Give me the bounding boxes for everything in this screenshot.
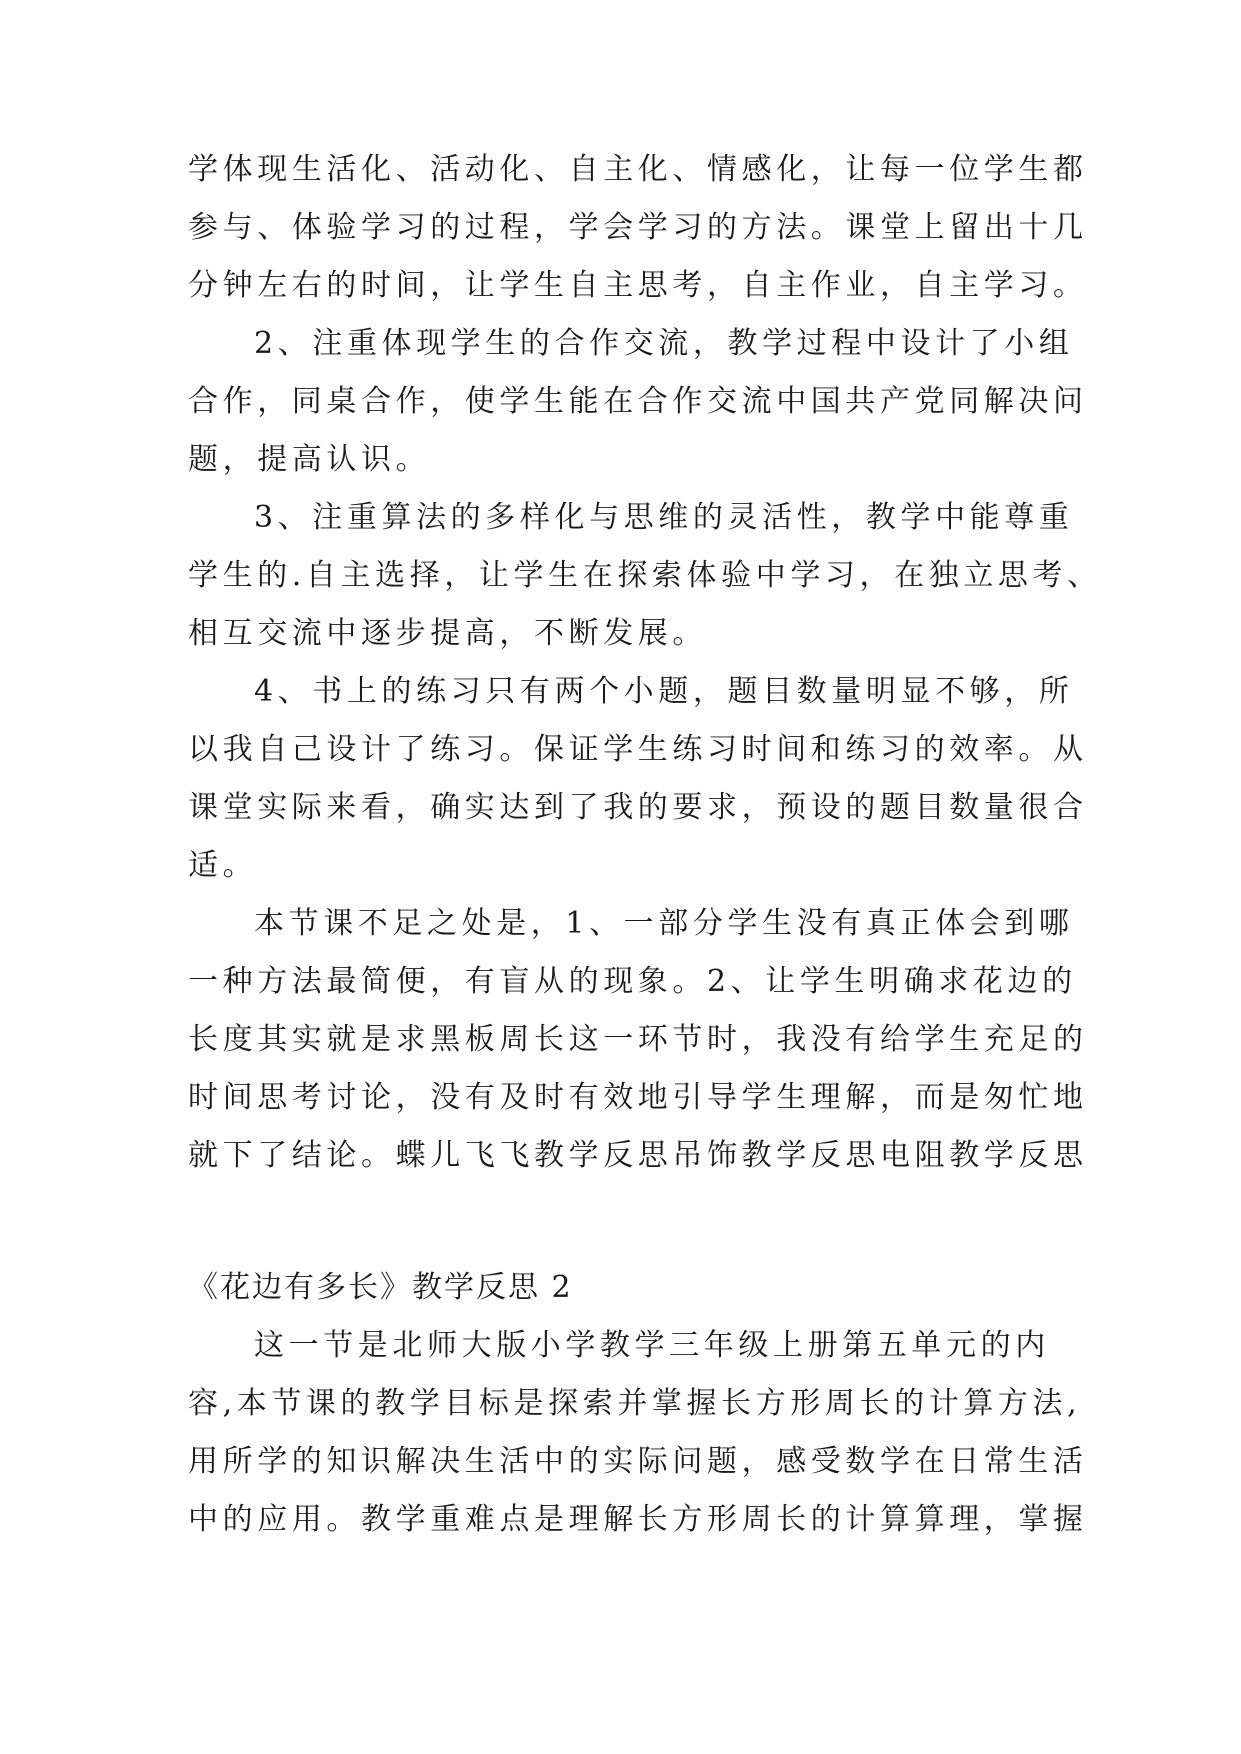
paragraph-line: 题，提高认识。 bbox=[188, 442, 431, 477]
paragraph-line: 学体现生活化、活动化、自主化、情感化，让每一位学生都 bbox=[188, 152, 1088, 187]
paragraph-line: 用所学的知识解决生活中的实际问题，感受数学在日常生活 bbox=[188, 1444, 1088, 1479]
paragraph-line: 以我自己设计了练习。保证学生练习时间和练习的效率。从 bbox=[188, 732, 1088, 767]
paragraph-line: 分钟左右的时间，让学生自主思考，自主作业，自主学习。 bbox=[188, 268, 1088, 303]
paragraph-line: 本节课不足之处是，1、一部分学生没有真正体会到哪 bbox=[254, 906, 1074, 941]
paragraph-line: 2、注重体现学生的合作交流，教学过程中设计了小组 bbox=[254, 326, 1074, 361]
paragraph-line: 一种方法最简便，有盲从的现象。2、让学生明确求花边的 bbox=[188, 964, 1077, 999]
paragraph-line: 学生的.自主选择，让学生在探索体验中学习，在独立思考、 bbox=[188, 558, 1102, 593]
paragraph-line: 适。 bbox=[188, 848, 258, 883]
paragraph-line: 3、注重算法的多样化与思维的灵活性，教学中能尊重 bbox=[254, 500, 1074, 535]
paragraph-line: 这一节是北师大版小学教学三年级上册第五单元的内 bbox=[254, 1328, 1050, 1363]
paragraph-line: 就下了结论。蝶儿飞飞教学反思吊饰教学反思电阻教学反思 bbox=[188, 1138, 1088, 1173]
paragraph-line: 时间思考讨论，没有及时有效地引导学生理解，而是匆忙地 bbox=[188, 1080, 1088, 1115]
section-title: 《花边有多长》教学反思 2 bbox=[188, 1270, 573, 1305]
paragraph-line: 课堂实际来看，确实达到了我的要求，预设的题目数量很合 bbox=[188, 790, 1088, 825]
paragraph-line: 中的应用。教学重难点是理解长方形周长的计算算理，掌握 bbox=[188, 1502, 1088, 1537]
paragraph-line: 相互交流中逐步提高，不断发展。 bbox=[188, 616, 707, 651]
paragraph-line: 参与、体验学习的过程，学会学习的方法。课堂上留出十几 bbox=[188, 210, 1088, 245]
paragraph-line: 长度其实就是求黑板周长这一环节时，我没有给学生充足的 bbox=[188, 1022, 1088, 1057]
paragraph-line: 容,本节课的教学目标是探索并掌握长方形周长的计算方法, bbox=[188, 1386, 1082, 1421]
paragraph-line: 合作，同桌合作，使学生能在合作交流中国共产党同解决问 bbox=[188, 384, 1088, 419]
paragraph-line: 4、书上的练习只有两个小题，题目数量明显不够，所 bbox=[254, 674, 1074, 709]
